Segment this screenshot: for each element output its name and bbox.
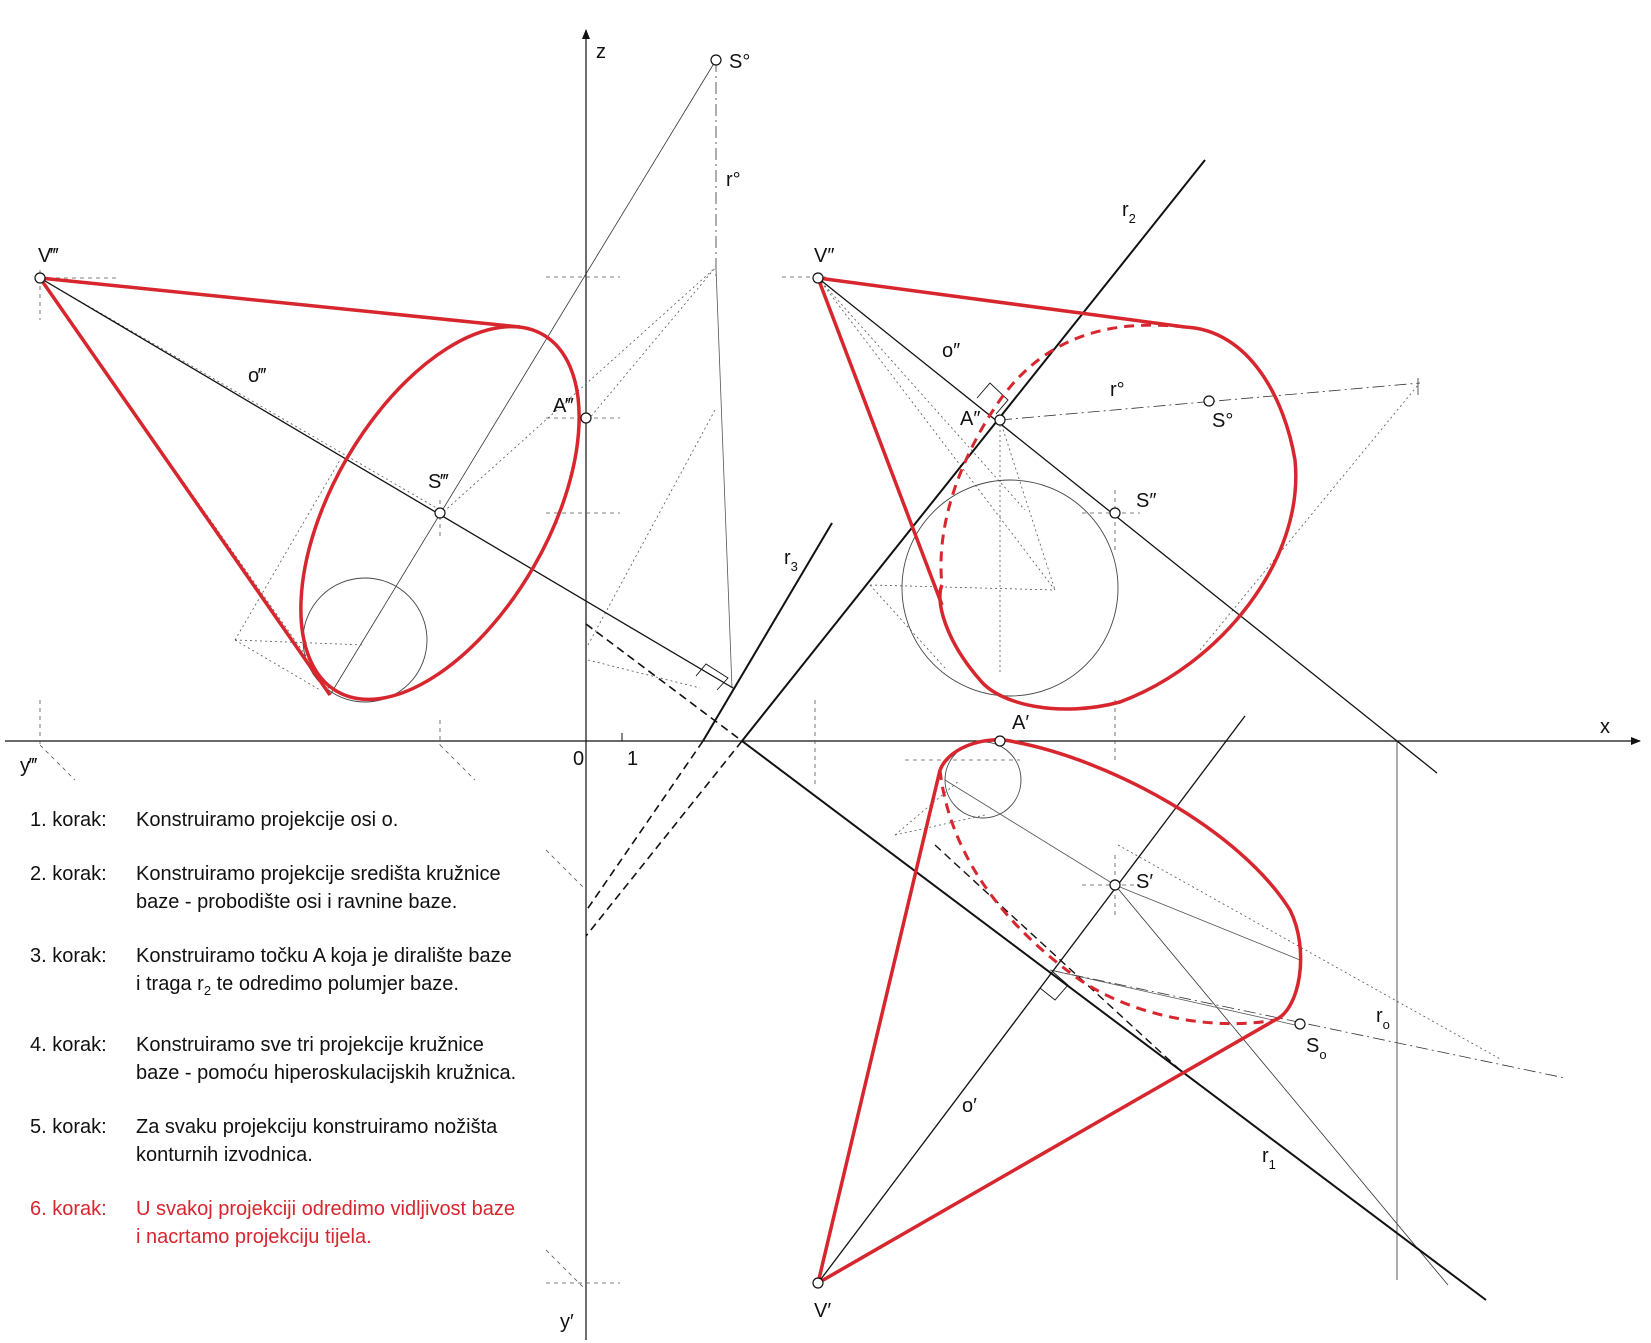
- point-S-mid: [1204, 396, 1214, 406]
- step-5: [30, 1113, 590, 1169]
- step-3: [30, 942, 590, 1005]
- axis-o-side: [40, 278, 733, 688]
- step-number: 6. korak:: [30, 1198, 107, 1220]
- label-S-mid: S°: [1212, 410, 1234, 432]
- label-o1: o′: [962, 1095, 977, 1117]
- point-A1: [995, 736, 1005, 746]
- step-text: Konstruiramo sve tri projekcije kružnice baze - pomoću hiperoskulacijskih kružnica.: [136, 1034, 517, 1084]
- cone-top-view: [818, 740, 1301, 1283]
- trace-r1: [742, 741, 1486, 1300]
- label-o2: o″: [942, 340, 961, 362]
- label-V3: V‴: [38, 245, 59, 267]
- contour-generator-side-1: [40, 278, 520, 327]
- step-text: Za svaku projekciju konstruiramo nožišta konturnih izvodnica.: [136, 1116, 498, 1166]
- label-S-top: S°: [729, 51, 751, 73]
- x-axis-label: x: [1600, 716, 1610, 738]
- unit-label: 1: [627, 748, 639, 770]
- point-A3: [581, 413, 591, 423]
- point-V3: [35, 273, 45, 283]
- step-number: 5. korak:: [30, 1116, 107, 1138]
- step-1: [30, 806, 590, 834]
- trace-r3-dashed: [586, 741, 703, 911]
- point-S3: [435, 508, 445, 518]
- label-A1: A′: [1012, 712, 1030, 734]
- step-4: [30, 1031, 590, 1087]
- auxiliary-circles: [303, 480, 1118, 818]
- steps-list: [30, 806, 590, 1277]
- step-text: U svakoj projekciji odredimo vidljivost baze i nacrtamo projekciju tijela.: [136, 1198, 516, 1248]
- hyperosculating-circle-top: [945, 742, 1021, 818]
- step-number: 3. korak:: [30, 945, 107, 967]
- point-V2: [813, 273, 823, 283]
- label-r2: $r_2$: [1122, 199, 1136, 226]
- cone-side-view: [40, 278, 637, 745]
- base-curve-front-hidden: [941, 325, 1185, 585]
- point-V1: [813, 1278, 823, 1288]
- right-angle-mark-side: [696, 664, 728, 690]
- point-So: [1295, 1019, 1305, 1029]
- label-r-mid: r°: [1110, 379, 1125, 401]
- label-r-top: r°: [726, 169, 741, 191]
- label-r1: $r_1$: [1262, 1145, 1276, 1172]
- point-S1: [1110, 880, 1120, 890]
- y1-axis-label: y′: [560, 1311, 574, 1333]
- label-So: $S_o$: [1306, 1035, 1327, 1062]
- label-S3: S‴: [428, 471, 449, 493]
- step-2: [30, 860, 590, 916]
- origin-label: 0: [573, 748, 585, 770]
- label-r3: $r_3$: [784, 547, 798, 574]
- y3-axis-label: y‴: [20, 755, 38, 777]
- trace-r1-dashed: [586, 624, 742, 741]
- z-axis-label: z: [596, 41, 606, 63]
- trace-r2: [742, 160, 1205, 741]
- point-S-top: [711, 55, 721, 65]
- contour-generator-front-1: [818, 278, 1185, 327]
- step-number: 4. korak:: [30, 1034, 107, 1056]
- step-number: 1. korak:: [30, 809, 107, 831]
- label-S1: S′: [1136, 871, 1154, 893]
- base-curve-top: [940, 740, 1301, 1020]
- contour-generator-top-1: [818, 770, 940, 1283]
- contour-generator-side-2: [40, 278, 330, 695]
- label-A3: A‴: [553, 395, 574, 417]
- label-ro: $r_o$: [1376, 1005, 1390, 1032]
- step-text: Konstruiramo projekcije osi o.: [136, 809, 399, 831]
- step-6: [30, 1195, 590, 1251]
- label-o3: o‴: [248, 365, 267, 387]
- step-number: 2. korak:: [30, 863, 107, 885]
- contour-generator-top-2: [818, 1020, 1275, 1283]
- point-S2: [1110, 508, 1120, 518]
- step-text: Konstruiramo projekcije središta kružnice baze - probodište osi i ravnine baze.: [136, 863, 501, 913]
- point-A2: [995, 415, 1005, 425]
- label-A2: A″: [960, 408, 981, 430]
- cone-front-view: [818, 278, 1296, 709]
- label-V1: V′: [814, 1300, 832, 1322]
- step-text: Konstruiramo točku A koja je diralište baze i traga $r_2$ te odredimo polumjer baze.: [136, 945, 512, 998]
- trace-r2-dashed: [586, 741, 742, 936]
- label-V2: V″: [814, 245, 835, 267]
- label-S2: S″: [1136, 490, 1157, 512]
